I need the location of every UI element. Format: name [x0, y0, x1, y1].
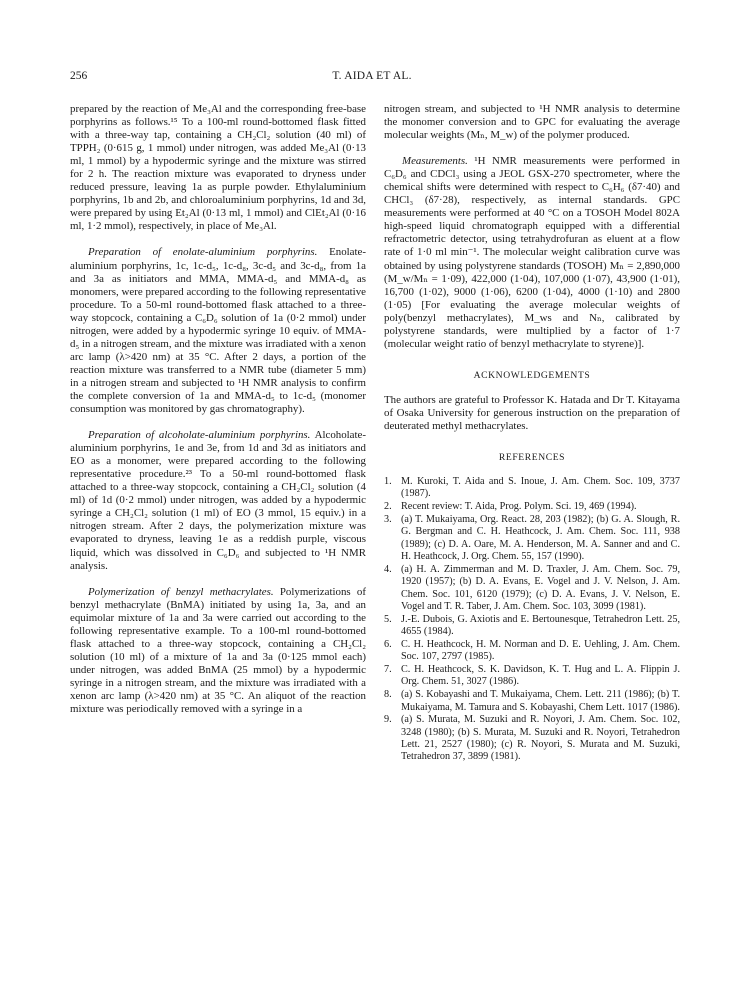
reference-text: (a) S. Murata, M. Suzuki and R. Noyori, J. Am. Chem. Soc. 102, 3248 (1980); (b) S. Murata, M. Suzuki and R. Noyori, Tetrahedron Lett. 21, 2527 (1980); (c) R. Noyori, S. Murata and M. Suzuki, Tetrahedron 37, 3899 (1981).: [401, 714, 680, 763]
reference-text: C. H. Heathcock, H. M. Norman and D. E. Uehling, J. Am. Chem. Soc. 107, 2797 (1985).: [401, 638, 680, 663]
heading-alcoholate-preparation: Preparation of alcoholate-aluminium porphyrins.: [88, 429, 311, 442]
reference-item: [384, 514, 680, 563]
reference-number: 2.: [384, 501, 392, 513]
left-column: [70, 103, 366, 716]
reference-item: [384, 664, 680, 689]
reference-number: 9.: [384, 714, 392, 726]
running-head: T. AIDA ET AL.: [332, 70, 412, 82]
reference-number: 1.: [384, 476, 392, 488]
paragraph-porphyrin-preparation: prepared by the reaction of Me₃Al and the corresponding free-base porphyrins as follows.¹⁵ To a 100-ml round-bottomed flask fitted with a three-way tap, containing a CH₂Cl₂ solution (40 ml) of TPPH₂ (0·615 g, 1 mmol) under nitrogen, was added Me₃Al (0·13 ml, 1 mmol) by a hypodermic syringe and the mixture was stirred for 2 h. The reaction mixture was evaporated to dryness under reduced pressure, leaving 1a as purple powder. Ethylaluminium porphyrins, 1b and 2b, and chloroaluminium porphyrins, 1d and 3d, were prepared by using Et₂Al (0·13 ml, 1 mmol) and ClEt₂Al (0·16 ml, 1·2 mmol), respectively, in place of Me₃Al.: [70, 103, 366, 233]
reference-item: [384, 476, 680, 501]
reference-item: [384, 564, 680, 613]
reference-text: (a) S. Kobayashi and T. Mukaiyama, Chem. Lett. 211 (1986); (b) T. Mukaiyama, M. Tamura and S. Kobayashi, Chem Lett. 1017 (1986).: [401, 689, 680, 713]
paragraph-measurements: [384, 155, 680, 351]
references-heading: REFERENCES: [498, 452, 566, 464]
reference-item: [384, 689, 680, 714]
acknowledgements-heading: ACKNOWLEDGEMENTS: [473, 369, 591, 381]
heading-enolate-preparation: Preparation of enolate-aluminium porphyrins.: [88, 246, 318, 259]
reference-text: (a) H. A. Zimmerman and M. D. Traxler, J. Am. Chem. Soc. 79, 1920 (1957); (b) D. A. Evans, E. Vogel and J. V. Nelson, J. Am. Chem. Soc. 101, 6120 (1979); (c) D. A. Evans, J. V. Nelson, E. Vogel and T. R. Taber, J. Am. Chem. Soc. 103, 3099 (1981).: [401, 563, 680, 612]
paragraph-polymerization: [70, 586, 366, 716]
references-list: [384, 476, 680, 764]
reference-number: 5.: [384, 613, 392, 625]
reference-number: 6.: [384, 638, 392, 650]
reference-number: 3.: [384, 514, 392, 526]
reference-item: [384, 614, 680, 639]
heading-measurements: Measurements.: [402, 155, 468, 168]
body-polymerization: Polymerizations of benzyl methacrylate (BnMA) initiated by using 1a, 3a, and an equimolar mixture of 1a and 3a were carried out according to the following representative example. To a 100-ml round-bottomed flask attached to a three-way stopcock, containing a CH₂Cl₂ solution (10 ml) of a mixture of 1a and 3a (0·125 mmol each) under nitrogen, was added BnMA (25 mmol) by a hypodermic syringe in a nitrogen stream, and the mixture was irradiated with a xenon arc lamp (λ>420 nm) at 35 °C. An aliquot of the reaction mixture was periodically removed with a syringe in a: [70, 585, 366, 716]
paragraph-alcoholate-preparation: [70, 429, 366, 573]
paragraph-nmr-gpc-continuation: nitrogen stream, and subjected to ¹H NMR analysis to determine the monomer conversion and to GPC for evaluating the average molecular weights (Mₙ, M_w) of the polymer produced.: [384, 103, 680, 142]
reference-item: [384, 639, 680, 664]
reference-text: (a) T. Mukaiyama, Org. React. 28, 203 (1982); (b) G. A. Slough, R. G. Bergman and C. H. Heathcock, J. Am. Chem. Soc. 111, 938 (1989); (c) D. A. Oare, M. A. Henderson, M. A. Sanner and and C. H. Heathcock, J. Org. Chem. 55, 157 (1990).: [401, 514, 680, 563]
body-enolate-preparation: Enolate-aluminium porphyrins, 1c, 1c-d₅, 1c-d₈, 3c-d₅ and 3c-d₈, from 1a and 3a as initiators and MMA, MMA-d₅ and MMA-d₈ as monomers, were prepared according to the following representative procedure. To a 50-ml round-bottomed flask attached to a three-way stopcock, containing a C₆D₆ solution of 1a (0·2 mmol) under nitrogen, were added by a hypodermic syringe 10 equiv. of MMA-d₅ in a nitrogen stream, and the mixture was irradiated with a xenon arc lamp (λ>420 nm) at 35 °C. After 2 days, a portion of the reaction mixture was transferred to a NMR tube (diameter 5 mm) in a nitrogen stream and subjected to ¹H NMR analysis to confirm the complete conversion of 1a and MMA-d₅ to 1c-d₅ (monomer consumption was monitored by gas chromatography).: [70, 246, 366, 416]
body-alcoholate-preparation: Alcoholate-aluminium porphyrins, 1e and 3e, from 1d and 3d as initiators and EO as a monomer, were prepared according to the following representative procedure.²³ To a 50-ml round-bottomed flask attached to a three-way stopcock, containing a CH₂Cl₂ solution (4 ml) of 1d (0·2 mmol) under nitrogen, was added by a hypodermic syringe a CH₂Cl₂ solution (1 ml) of EO (3 mmol, 15 equiv.) in a nitrogen stream. After 2 days, the polymerization mixture was evaporated to dryness, leaving 1e as a reddish purple, viscous liquid, which was dissolved in C₆D₆ and subjected to ¹H NMR analysis.: [70, 429, 367, 572]
reference-text: J.-E. Dubois, G. Axiotis and E. Bertounesque, Tetrahedron Lett. 25, 4655 (1984).: [401, 613, 680, 638]
reference-text: M. Kuroki, T. Aida and S. Inoue, J. Am. Chem. Soc. 109, 3737 (1987).: [401, 476, 680, 500]
reference-number: 4.: [384, 563, 392, 575]
body-measurements: ¹H NMR measurements were performed in C₆D₆ and CDCl₃ using a JEOL GSX-270 spectrometer, where the chemical shifts were determined with respect to C₆H₆ (δ7·40) and CHCl₃ (δ7·28), respectively, as internal standards. GPC measurements were performed at 40 °C on a TOSOH Model 802A high-speed liquid chromatograph equipped with a differential refractometric detector, using tetrahydrofuran as eluent at a flow rate of 1·0 ml min⁻¹. The molecular weight calibration curve was obtained by using polystyrene standards (TOSOH) Mₙ = 2,890,000 (M_w/Mₙ = 1·09), 422,000 (1·04), 107,000 (1·07), 43,900 (1·01), 16,700 (1·02), 9000 (1·06), 6200 (1·04), 4000 (1·10) and 2800 (1·05) [For evaluating the average molecular weights of poly(benzyl methacrylates), M_ws and Nₙ, calibrated by polystyrene standards, were multiplied by a factor of 1·7 (molecular weight ratio of benzyl methacrylate to styrene)].: [384, 155, 680, 350]
reference-text: C. H. Heathcock, S. K. Davidson, K. T. Hug and L. A. Flippin J. Org. Chem. 51, 3027 (1986).: [401, 664, 680, 688]
right-column: [384, 103, 680, 764]
reference-text: Recent review: T. Aida, Prog. Polym. Sci. 19, 469 (1994).: [401, 501, 637, 513]
page-number: 256: [70, 70, 88, 82]
acknowledgements-text: The authors are grateful to Professor K. Hatada and Dr T. Kitayama of Osaka University for generous instruction on the preparation of deuterated methyl methacrylates.: [384, 393, 680, 432]
reference-item: [384, 501, 680, 513]
heading-polymerization: Polymerization of benzyl methacrylates.: [88, 585, 274, 598]
reference-item: [384, 714, 680, 763]
reference-number: 7.: [384, 664, 392, 676]
reference-number: 8.: [384, 689, 392, 701]
paragraph-enolate-preparation: [70, 246, 366, 416]
